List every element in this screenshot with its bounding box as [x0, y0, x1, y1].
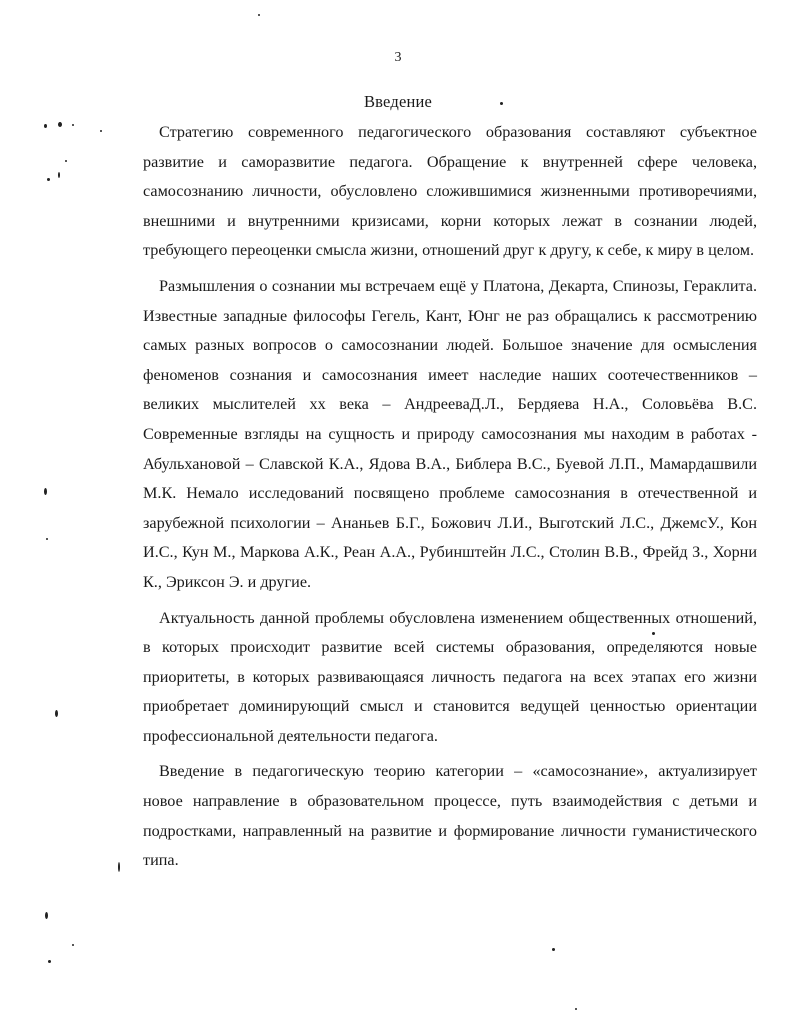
scan-speck — [46, 538, 48, 540]
scan-speck — [48, 960, 51, 963]
scan-speck — [500, 102, 503, 105]
page-number: 3 — [394, 50, 402, 65]
scan-speck — [65, 160, 67, 162]
scan-speck — [47, 178, 50, 181]
paragraph-2: Размышления о сознании мы встречаем ещё у Платона, Декарта, Спинозы, Гераклита. Известные западные философы Гегель, Кант, Юнг не раз обращались к рассмотрению самых разных вопросов о самосознании людей. Большое значение для осмысления феноменов сознания и самосознания имеет наследие наших соотечественников – великих мыслителей хх века – АндрееваД.Л., Бердяева Н.А., Соловьёва В.С. Современные взгляды на сущность и природу самосознания мы находим в работах - Абульхановой – Славской К.А., Ядова В.А., Библера В.С., Буевой Л.П., Мамардашвили М.К. Немало исследований посвящено проблеме самосознания в отечественной и зарубежной психологии – Ананьев Б.Г., Божович Л.И., Выготский Л.С., ДжемсУ., Кон И.С., Кун М., Маркова А.К., Реан А.А., Рубинштейн Л.С., Столин В.В., Фрейд З., Хорни К., Эриксон Э. и другие. — [143, 276, 757, 591]
section-heading: Введение — [363, 92, 433, 111]
scan-speck — [58, 172, 60, 178]
scan-speck — [118, 862, 120, 872]
scan-speck — [652, 632, 655, 635]
paragraph-1: Стратегию современного педагогического образования составляют субъектное развитие и саморазвитие педагога. Обращение к внутренней сфере человека, самосознанию личности, обусловлено сложившимися жизненными противоречиями, внешними и внутренними кризисами, корни которых лежат в сознании людей, требующего переоценки смысла жизни, отношений друг к другу, к себе, к миру в целом. — [143, 123, 757, 260]
scan-speck — [72, 124, 74, 126]
scan-speck — [55, 710, 58, 717]
body-text — [143, 118, 757, 882]
scan-speck — [575, 1008, 577, 1010]
paragraph-4: Введение в педагогическую теорию категории – «самосознание», актуализирует новое направление в образовательном процессе, путь взаимодействия с детьми и подростками, направленный на развитие и формирование личности гуманистического типа. — [143, 762, 757, 870]
scan-speck — [44, 488, 47, 495]
scan-speck — [45, 912, 48, 919]
scan-speck — [552, 948, 555, 951]
scan-speck — [258, 14, 260, 16]
scan-speck — [100, 130, 102, 132]
scan-speck — [44, 124, 47, 128]
scan-speck — [72, 944, 74, 946]
scan-speck — [58, 122, 62, 127]
paragraph-3: Актуальность данной проблемы обусловлена изменением общественных отношений, в которых происходит развитие всей системы образования, определяются новые приоритеты, в которых развивающаяся личность педагога на всех этапах его жизни приобретает доминирующий смысл и становится ведущей ценностью ориентации профессиональной деятельности педагога. — [143, 608, 757, 745]
